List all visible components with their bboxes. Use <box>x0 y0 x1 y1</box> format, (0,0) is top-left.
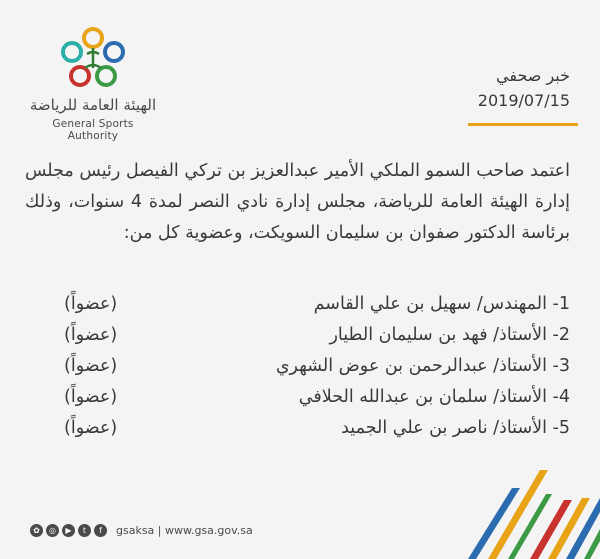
member-name: 1- المهندس/ سهيل بن علي القاسم <box>313 293 570 314</box>
member-role: (عضواً) <box>64 355 118 376</box>
member-role: (عضواً) <box>64 386 118 407</box>
snapchat-icon[interactable]: ✿ <box>30 524 43 537</box>
member-role: (عضواً) <box>64 293 118 314</box>
member-name: 5- الأستاذ/ ناصر بن علي الجميد <box>341 417 570 438</box>
member-role: (عضواً) <box>64 324 118 345</box>
footer-handle-url[interactable]: gsaksa | www.gsa.gov.sa <box>116 524 253 537</box>
member-name: 3- الأستاذ/ عبدالرحمن بن عوض الشهري <box>275 355 570 376</box>
logo-arabic-name: الهيئة العامة للرياضة <box>29 96 157 114</box>
logo-english-name: General Sports Authority <box>52 118 134 142</box>
announcement-paragraph: اعتمد صاحب السمو الملكي الأمير عبدالعزيز بن تركي الفيصل رئيس مجلس إدارة الهيئة العامة للرياضة، مجلس إدارة نادي النصر لمدة 4 سنوات، وذلك برئاسة الدكتور صفوان بن سليمان السويكت، وعضوية كل من: <box>25 161 571 243</box>
youtube-icon[interactable]: ▶ <box>62 524 75 537</box>
twitter-icon[interactable]: t <box>78 524 91 537</box>
footer <box>30 524 253 537</box>
instagram-icon[interactable]: ◎ <box>46 524 59 537</box>
member-name: 4- الأستاذ/ سلمان بن عبدالله الحلافي <box>298 386 570 407</box>
member-name: 2- الأستاذ/ فهد بن سليمان الطيار <box>329 324 570 345</box>
news-date: 2019/07/15 <box>477 91 570 110</box>
news-label: خبر صحفي <box>496 66 570 85</box>
facebook-icon[interactable]: f <box>94 524 107 537</box>
member-role: (عضواً) <box>64 417 118 438</box>
